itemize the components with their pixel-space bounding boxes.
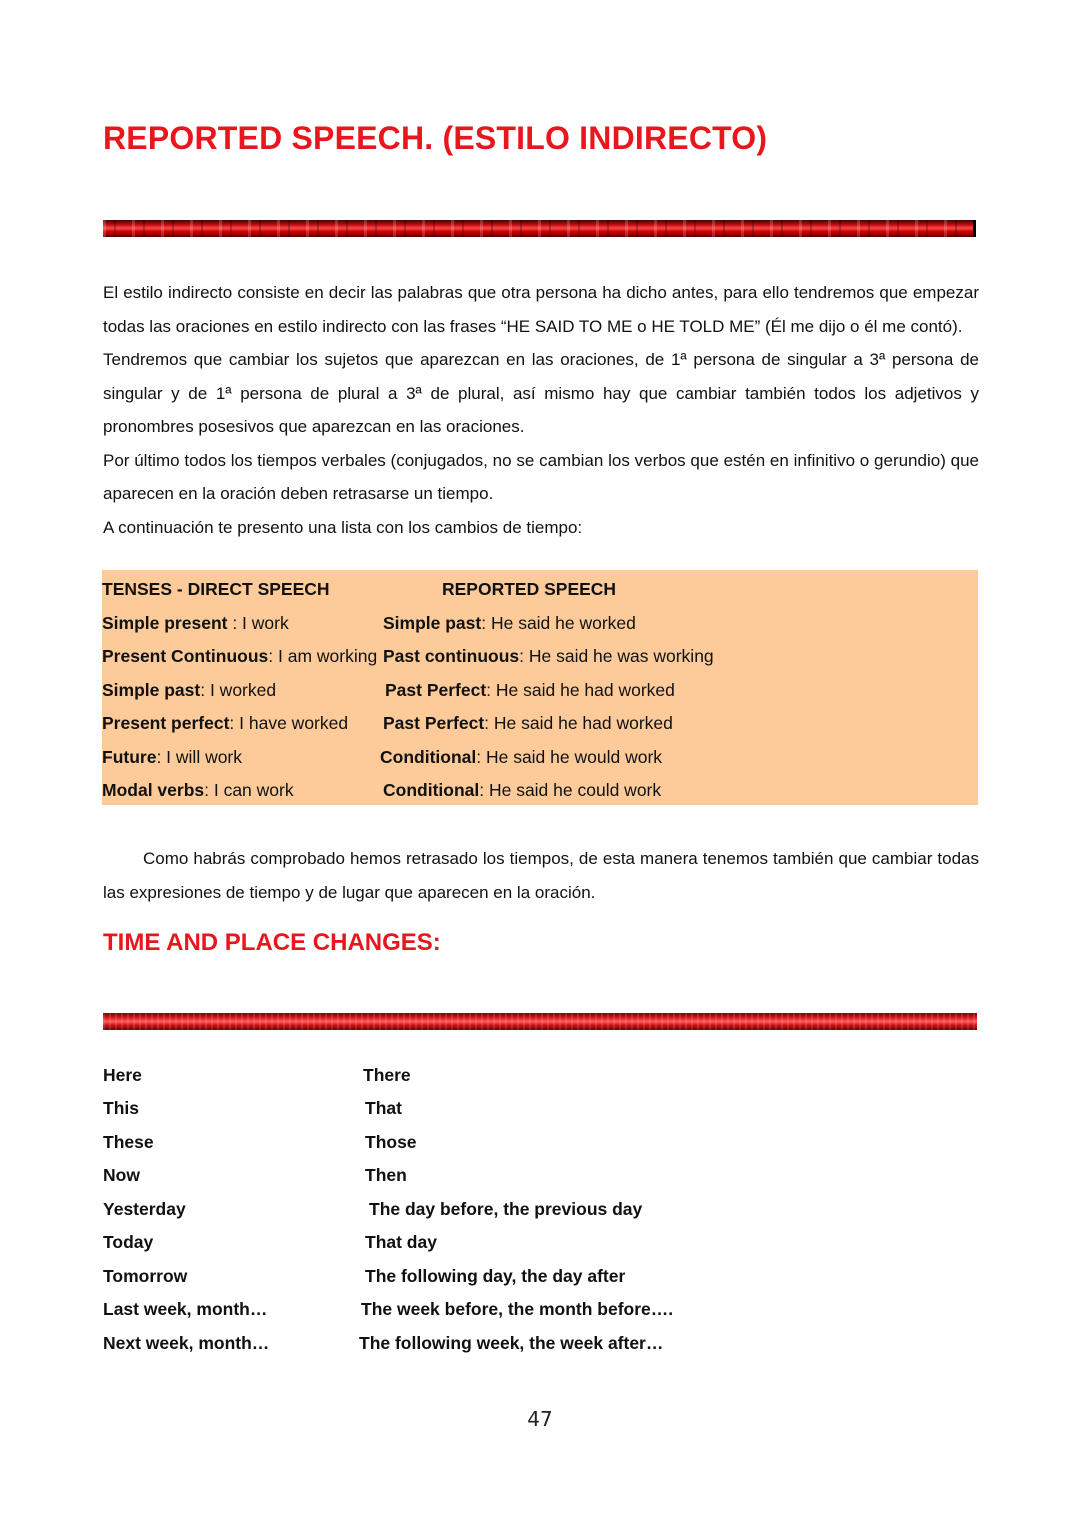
direct-tense: Simple present	[102, 613, 228, 633]
direct-expression: Yesterday	[103, 1199, 186, 1219]
direct-example: : I can work	[204, 780, 294, 800]
direct-tense: Present perfect	[102, 713, 230, 733]
intro-paragraph-3: Por último todos los tiempos verbales (conjugados, no se cambian los verbos que estén en infinitivo o gerundio) que aparecen en la oración deben retrasarse un tiempo.	[103, 450, 979, 503]
reported-expression: That day	[365, 1232, 437, 1252]
closing-text	[103, 842, 979, 909]
intro-paragraph-1: El estilo indirecto consiste en decir las palabras que otra persona ha dicho antes, para ello tendremos que empezar todas las oraciones en estilo indirecto con las frases “HE SAID TO ME o HE TOLD ME” (Él me dijo o él me contó).	[103, 283, 979, 336]
direct-example: : I worked	[200, 680, 277, 700]
direct-expression: These	[103, 1132, 154, 1152]
direct-tense: Simple past	[102, 680, 201, 700]
reported-expression: The day before, the previous day	[369, 1199, 643, 1219]
reported-tense: Past Perfect	[383, 713, 485, 733]
page-title: REPORTED SPEECH. (ESTILO INDIRECTO)	[103, 120, 768, 156]
direct-example: : I will work	[156, 747, 243, 767]
header-direct-speech: TENSES - DIRECT SPEECH	[102, 579, 330, 599]
intro-text	[103, 276, 979, 544]
reported-tense: Conditional	[383, 780, 480, 800]
reported-example: : He said he could work	[479, 780, 662, 800]
reported-expression: The following day, the day after	[365, 1266, 626, 1286]
reported-tense: Simple past	[383, 613, 482, 633]
direct-example: : I work	[227, 613, 289, 633]
direct-expression: Now	[103, 1165, 140, 1185]
direct-expression: Next week, month…	[103, 1333, 270, 1353]
reported-expression: There	[363, 1065, 411, 1085]
direct-expression: This	[103, 1098, 139, 1118]
reported-tense: Conditional	[380, 747, 477, 767]
direct-expression: Today	[103, 1232, 154, 1252]
reported-example: : He said he had worked	[484, 713, 673, 733]
header-reported-speech: REPORTED SPEECH	[442, 579, 617, 599]
reported-expression: Those	[365, 1132, 417, 1152]
reported-tense: Past Perfect	[385, 680, 487, 700]
reported-expression: The week before, the month before….	[361, 1299, 674, 1319]
direct-expression: Tomorrow	[103, 1266, 188, 1286]
direct-tense: Modal verbs	[102, 780, 205, 800]
intro-paragraph-2: Tendremos que cambiar los sujetos que aparezcan en las oraciones, de 1ª persona de singular a 3ª persona de singular y de 1ª persona de plural a 3ª de plural, así mismo hay que cambiar también todos los adjetivos y pronombres posesivos que aparezcan en las oraciones.	[103, 350, 979, 436]
reported-tense: Past continuous	[383, 646, 520, 666]
reported-example: : He said he worked	[481, 613, 636, 633]
reported-expression: The following week, the week after…	[359, 1333, 664, 1353]
direct-example: : I am working	[268, 646, 378, 666]
direct-example: : I have worked	[229, 713, 349, 733]
intro-paragraph-4: A continuación te presento una lista con los cambios de tiempo:	[103, 517, 583, 537]
direct-tense: Present Continuous	[102, 646, 269, 666]
reported-expression: That	[365, 1098, 402, 1118]
direct-expression: Last week, month…	[103, 1299, 268, 1319]
direct-expression: Here	[103, 1065, 142, 1085]
direct-tense: Future	[102, 747, 157, 767]
decorative-divider-top	[103, 220, 976, 237]
reported-expression: Then	[365, 1165, 407, 1185]
decorative-divider-bottom	[103, 1013, 977, 1030]
section-subtitle: TIME AND PLACE CHANGES:	[103, 929, 441, 956]
reported-example: : He said he would work	[476, 747, 663, 767]
tense-changes-table	[102, 570, 978, 805]
page-number: 47	[527, 1407, 553, 1431]
reported-example: : He said he had worked	[486, 680, 675, 700]
closing-paragraph: Como habrás comprobado hemos retrasado los tiempos, de esta manera tenemos también que cambiar todas las expresiones de tiempo y de lugar que aparecen en la oración.	[103, 849, 979, 902]
reported-example: : He said he was working	[519, 646, 714, 666]
